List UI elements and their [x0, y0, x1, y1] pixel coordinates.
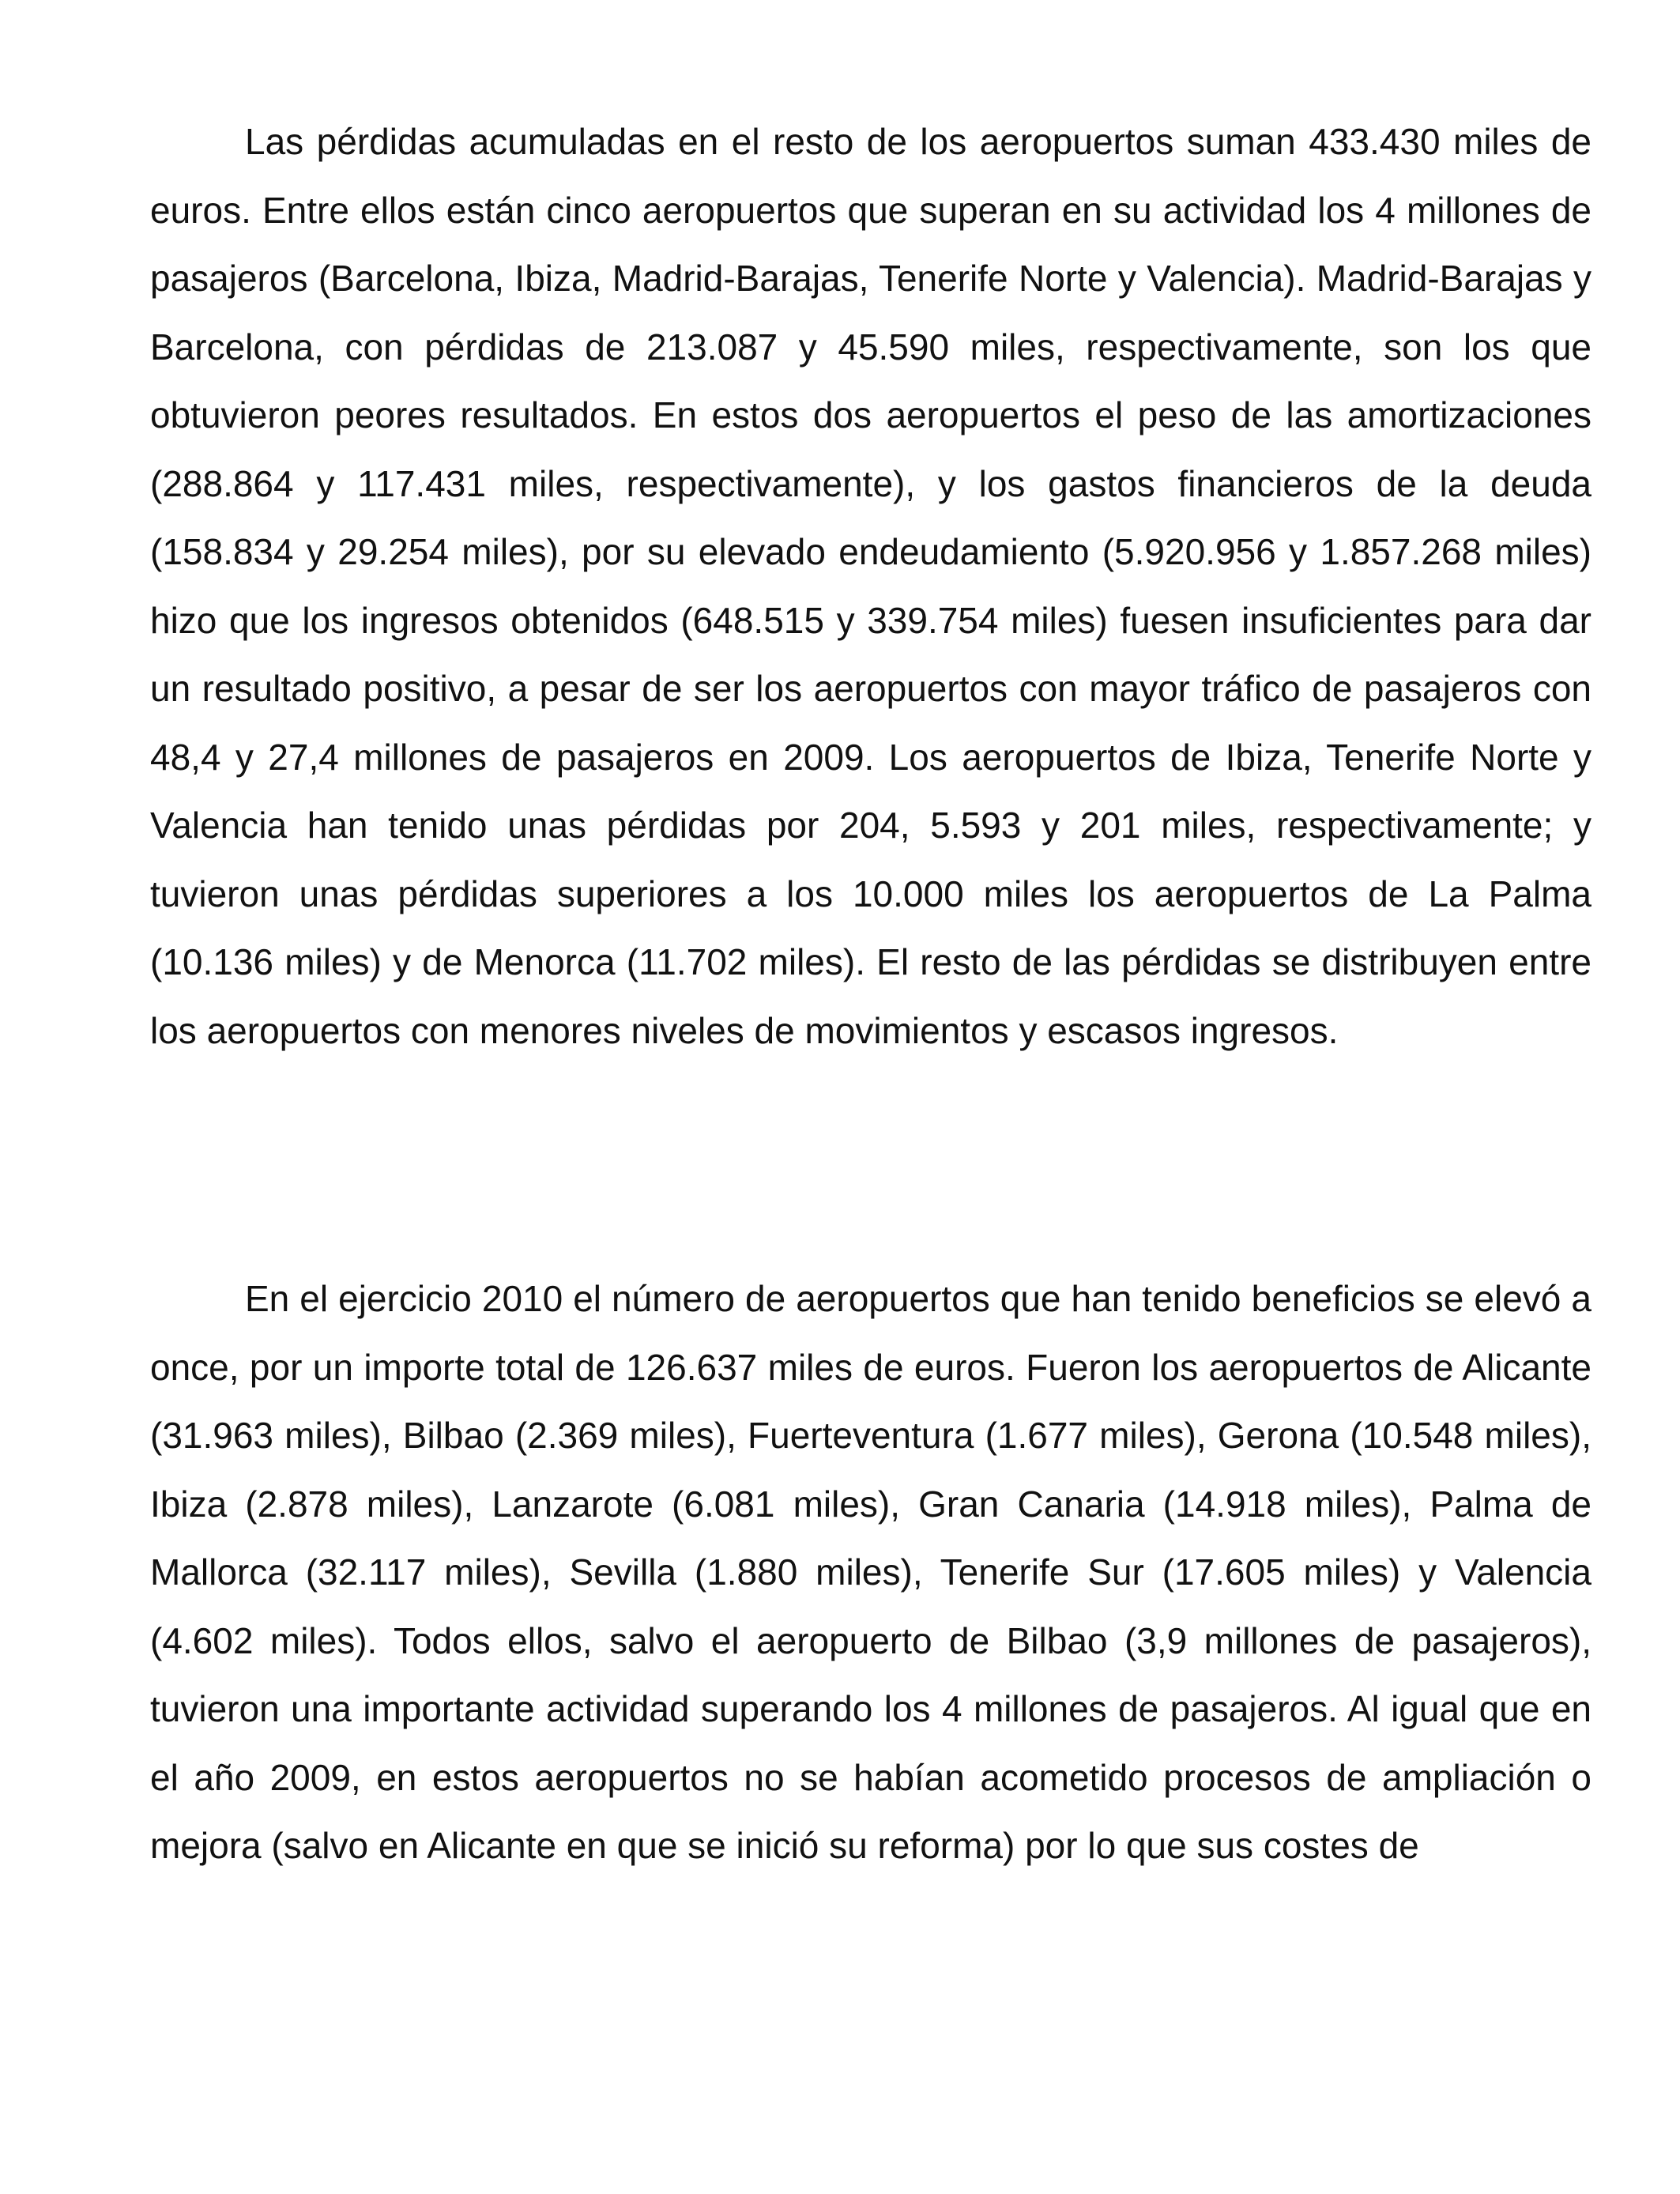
paragraph-text: En el ejercicio 2010 el número de aeropuertos que han tenido beneficios se elevó a once, por un importe total de 126.637 miles de euros. Fueron los aeropuertos de Alicante (31.963 miles), Bilbao (2.369 miles), Fuerteventura (1.677 miles), Gerona (10.548 miles), Ibiza (2.878 miles), Lanzarote (6.081 miles), Gran Canaria (14.918 miles), Palma de Mallorca (32.117 miles), Sevilla (1.880 miles), Tenerife Sur (17.605 miles) y Valencia (4.602 miles). Todos ellos, salvo el aeropuerto de Bilbao (3,9 millones de pasajeros), tuvieron una importante actividad superando los 4 millones de pasajeros. Al igual que en el año 2009, en estos aeropuertos no se habían acometido procesos de ampliación o mejora (salvo en Alicante en que se inició su reforma) por lo que sus costes de [150, 1278, 1591, 1866]
paragraph-profits-2010 [150, 1265, 1591, 1880]
paragraph-losses [150, 107, 1591, 1065]
paragraph-text: Las pérdidas acumuladas en el resto de los aeropuertos suman 433.430 miles de euros. Entre ellos están cinco aeropuertos que superan en su actividad los 4 millones de pasajeros (Barcelona, Ibiza, Madrid-Barajas, Tenerife Norte y Valencia). Madrid-Barajas y Barcelona, con pérdidas de 213.087 y 45.590 miles, respectivamente, son los que obtuvieron peores resultados. En estos dos aeropuertos el peso de las amortizaciones (288.864 y 117.431 miles, respectivamente), y los gastos financieros de la deuda (158.834 y 29.254 miles), por su elevado endeudamiento (5.920.956 y 1.857.268 miles) hizo que los ingresos obtenidos (648.515 y 339.754 miles) fuesen insuficientes para dar un resultado positivo, a pesar de ser los aeropuertos con mayor tráfico de pasajeros con 48,4 y 27,4 millones de pasajeros en 2009. Los aeropuertos de Ibiza, Tenerife Norte y Valencia han tenido unas pérdidas por 204, 5.593 y 201 miles, respectivamente; y tuvieron unas pérdidas superiores a los 10.000 miles los aeropuertos de La Palma (10.136 miles) y de Menorca (11.702 miles). El resto de las pérdidas se distribuyen entre los aeropuertos con menores niveles de movimientos y escasos ingresos. [150, 121, 1591, 1051]
